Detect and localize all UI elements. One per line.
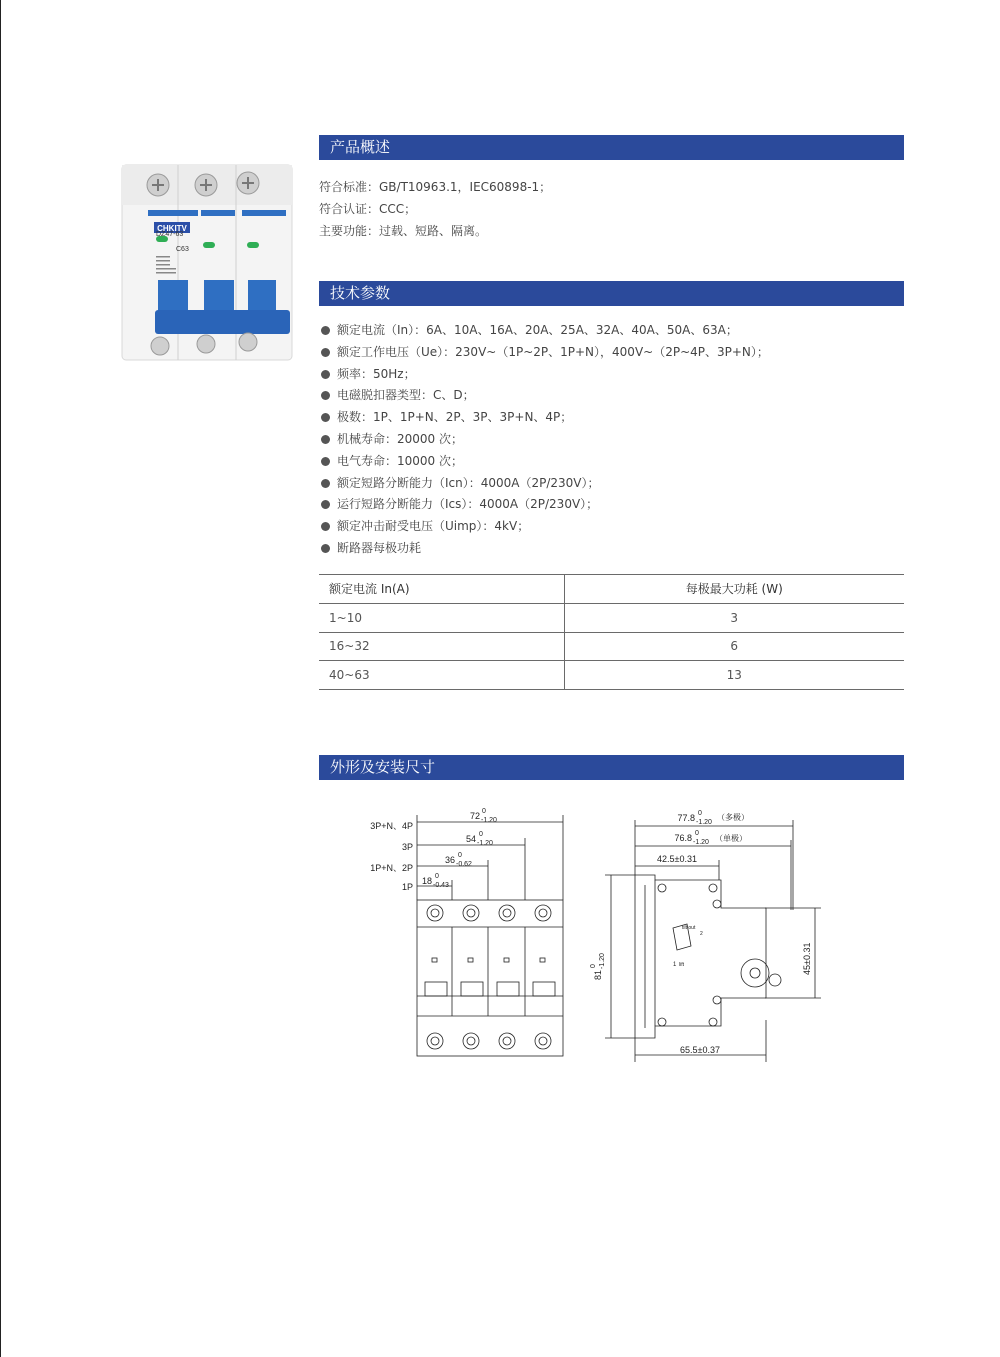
dim-45: 45±0.31 xyxy=(802,942,812,975)
table-row xyxy=(319,661,904,690)
dim-77-8-up: 0 xyxy=(698,810,702,817)
multi-pole-note: （多极） xyxy=(717,813,749,822)
dim-76-8-low: -1.20 xyxy=(693,839,709,846)
dim-76-8: 76.8 xyxy=(674,833,692,843)
param-item: 断路器每极功耗 xyxy=(319,538,769,560)
param-item: 额定短路分断能力（Icn）：4000A（2P/230V）； xyxy=(319,473,769,495)
trip-tilt-label: tilt out xyxy=(682,925,696,931)
dimension-drawings xyxy=(355,800,825,1074)
page-edge-line xyxy=(0,0,1,1357)
dim-76-8-up: 0 xyxy=(695,830,699,837)
trip-num-2: 2 xyxy=(700,931,703,937)
dims-section-title: 外形及安装尺寸 xyxy=(319,755,904,779)
front-label-4p: 3P+N、4P xyxy=(370,821,413,831)
front-label-2p: 1P+N、2P xyxy=(370,863,413,873)
table-header-row xyxy=(319,575,904,604)
dim-72-up: 0 xyxy=(482,808,486,815)
dim-36-low: -0.62 xyxy=(456,861,472,868)
dim-72: 72 xyxy=(469,811,480,821)
dim-18-up: 0 xyxy=(435,873,439,880)
table-row xyxy=(319,632,904,661)
table-cell: 13 xyxy=(564,661,904,690)
dim-65-5: 65.5±0.37 xyxy=(680,1045,720,1055)
single-pole-note: （单极） xyxy=(715,834,747,843)
param-item: 运行短路分断能力（Ics）：4000A（2P/230V）； xyxy=(319,494,769,516)
param-item: 额定冲击耐受电压（Uimp）：4kV； xyxy=(319,516,769,538)
params-section-title: 技术参数 xyxy=(319,281,904,305)
param-item: 额定电流（In）：6A、10A、16A、20A、25A、32A、40A、50A、63A； xyxy=(319,320,769,342)
brand-label: CHKITV xyxy=(157,224,187,233)
table-cell: 16~32 xyxy=(319,632,564,661)
param-item: 频率：50Hz； xyxy=(319,364,769,386)
trip-num-1: 1 xyxy=(673,962,677,968)
table-cell: 3 xyxy=(564,603,904,632)
dim-72-low: -1.20 xyxy=(481,817,497,824)
product-photo xyxy=(110,150,295,369)
table-cell: 40~63 xyxy=(319,661,564,690)
dim-18-low: -0.43 xyxy=(433,882,449,889)
param-item: 电气寿命：10000 次； xyxy=(319,451,769,473)
dim-54-low: -1.20 xyxy=(477,840,493,847)
dim-36: 36 xyxy=(444,855,455,865)
overview-line: 主要功能：过载、短路、隔离。 xyxy=(319,224,488,238)
dim-18: 18 xyxy=(421,876,432,886)
dim-42-5: 42.5±0.31 xyxy=(657,854,697,864)
dim-81: 81 xyxy=(593,969,603,980)
overview-list xyxy=(319,176,551,242)
dim-36-up: 0 xyxy=(458,852,462,859)
side-view xyxy=(605,820,821,1062)
table-cell: 1~10 xyxy=(319,603,564,632)
table-header-loss: 每极最大功耗 (W) xyxy=(564,575,904,604)
param-item: 电磁脱扣器类型：C、D； xyxy=(319,385,769,407)
dim-54-up: 0 xyxy=(479,831,483,838)
param-item: 机械寿命：20000 次； xyxy=(319,429,769,451)
dim-77-8: 77.8 xyxy=(677,813,695,823)
overview-line: 符合认证：CCC； xyxy=(319,202,417,216)
model-label: DZ47-63 xyxy=(156,231,184,238)
overview-section-title: 产品概述 xyxy=(319,135,904,159)
trip-lift-label: lift xyxy=(679,962,684,968)
rating-label: C63 xyxy=(176,246,189,253)
params-list xyxy=(319,320,769,560)
front-label-3p: 3P xyxy=(401,842,413,852)
front-label-1p: 1P xyxy=(401,882,413,892)
dim-81-up: 0 xyxy=(590,964,597,968)
table-cell: 6 xyxy=(564,632,904,661)
dim-77-8-low: -1.20 xyxy=(696,819,712,826)
dim-54: 54 xyxy=(465,834,476,844)
param-item: 极数：1P、1P+N、2P、3P、3P+N、4P； xyxy=(319,407,769,429)
param-item: 额定工作电压（Ue）：230V~（1P~2P、1P+N），400V~（2P~4P、3P+N）； xyxy=(319,342,769,364)
power-loss-table xyxy=(319,574,904,690)
table-row xyxy=(319,603,904,632)
overview-line: 符合标准：GB/T10963.1，IEC60898-1； xyxy=(319,180,552,194)
front-view xyxy=(417,815,563,1056)
table-header-current: 额定电流 In(A) xyxy=(319,575,564,604)
dim-81-low: -1.20 xyxy=(599,953,606,969)
